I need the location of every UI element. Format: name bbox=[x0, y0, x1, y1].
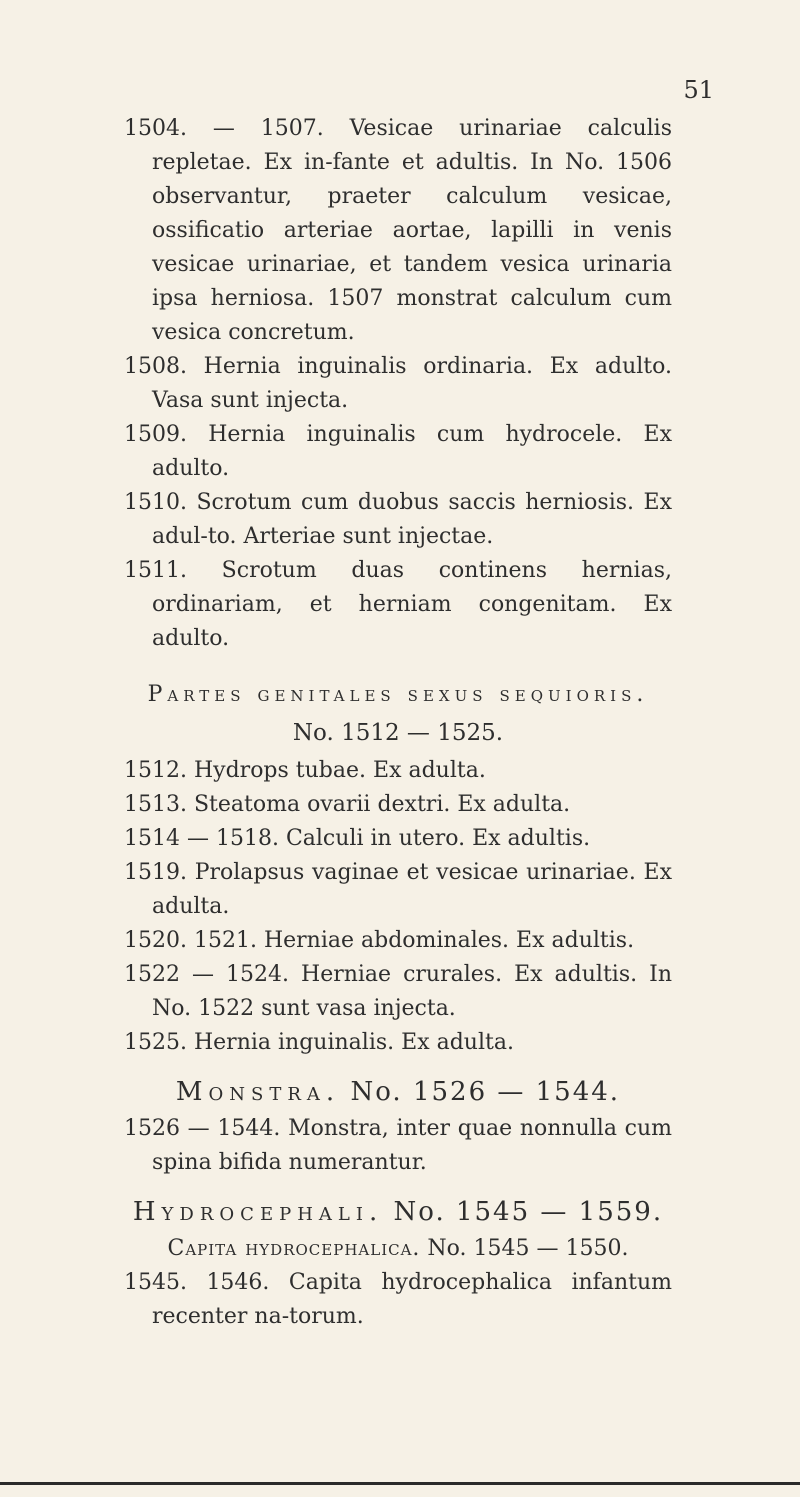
section-title: Monstra. bbox=[175, 1077, 341, 1107]
section-heading-capita bbox=[124, 1232, 672, 1266]
catalog-entry: 1512. Hydrops tubae. Ex adulta. bbox=[124, 758, 486, 783]
section-range: No. 1526 — 1544. bbox=[350, 1077, 621, 1107]
section-heading-hydrocephali bbox=[124, 1192, 672, 1232]
catalog-entry: 1519. Prolapsus vaginae et vesicae urinariae. Ex adulta. bbox=[124, 860, 672, 919]
section-range: No. 1512 — 1525. bbox=[292, 720, 504, 746]
page-body bbox=[124, 112, 672, 1334]
catalog-entry: 1511. Scrotum duas continens hernias, ordinariam, et herniam congenitam. Ex adulto. bbox=[124, 558, 672, 651]
section-range: No. 1545 — 1559. bbox=[393, 1197, 664, 1227]
catalog-entry: 1513. Steatoma ovarii dextri. Ex adulta. bbox=[124, 792, 571, 817]
section-title: Hydrocephali. bbox=[132, 1197, 384, 1227]
catalog-entry: 1514 — 1518. Calculi in utero. Ex adultis. bbox=[124, 826, 591, 851]
footer-rule bbox=[0, 1482, 800, 1485]
page-number: 51 bbox=[683, 76, 714, 104]
catalog-entry: 1509. Hernia inguinalis cum hydrocele. Ex adulto. bbox=[124, 422, 672, 481]
section-range: No. 1545 — 1550. bbox=[427, 1236, 629, 1261]
catalog-entry: 1545. 1546. Capita hydrocephalica infantum recenter na-torum. bbox=[124, 1270, 672, 1329]
catalog-entry: 1510. Scrotum cum duobus saccis herniosis. Ex adul-to. Arteriae sunt injectae. bbox=[124, 490, 672, 549]
catalog-entry: 1520. 1521. Herniae abdominales. Ex adultis. bbox=[124, 928, 635, 953]
catalog-entry: 1508. Hernia inguinalis ordinaria. Ex adulto. Vasa sunt injecta. bbox=[124, 354, 672, 413]
section-title: Capita hydrocephalica. bbox=[167, 1236, 421, 1261]
catalog-entry: 1525. Hernia inguinalis. Ex adulta. bbox=[124, 1030, 514, 1055]
catalog-entry: 1526 — 1544. Monstra, inter quae nonnulla cum spina bifida numerantur. bbox=[124, 1116, 672, 1175]
catalog-entry: 1522 — 1524. Herniae crurales. Ex adultis. In No. 1522 sunt vasa injecta. bbox=[124, 962, 672, 1021]
catalog-entry: 1504. — 1507. Vesicae urinariae calculis repletae. Ex in-fante et adultis. In No. 1506 observantur, praeter calculum vesicae, ossificatio arteriae aortae, lapilli in venis vesicae urinariae, et tandem vesica urinaria ipsa herniosa. 1507 monstrat calculum cum vesica concretum. bbox=[124, 116, 672, 345]
section-heading-monstra bbox=[124, 1072, 672, 1112]
section-heading-partes bbox=[124, 680, 672, 710]
section-title: Partes genitales sexus sequioris. bbox=[147, 682, 649, 707]
